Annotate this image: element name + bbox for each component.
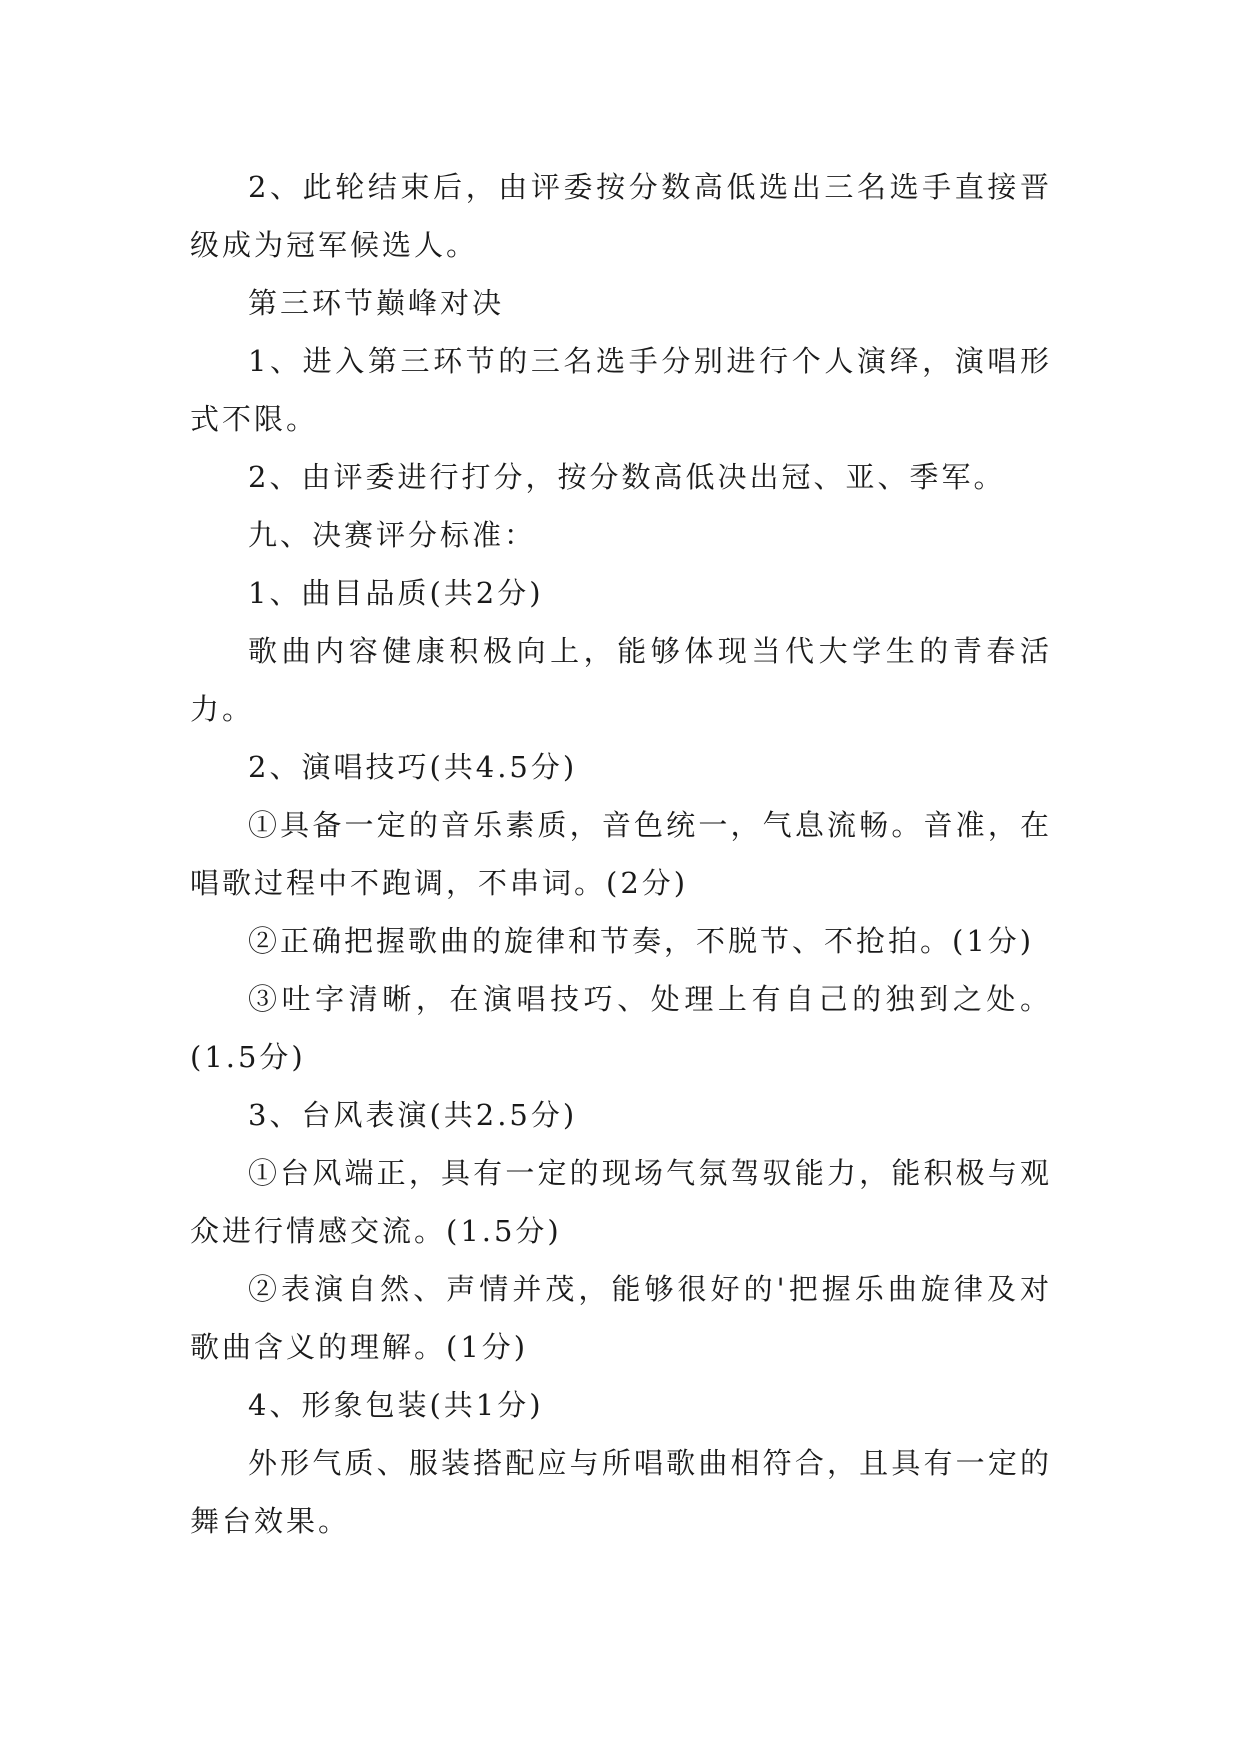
- document-body: [190, 158, 1052, 1550]
- criterion-item: ②正确把握歌曲的旋律和节奏，不脱节、不抢拍。(1分): [248, 924, 1035, 958]
- paragraph: 2、此轮结束后，由评委按分数高低选出三名选手直接晋级成为冠军候选人。: [190, 170, 1052, 262]
- section-heading: 第三环节巅峰对决: [248, 286, 505, 320]
- paragraph: 歌曲内容健康积极向上，能够体现当代大学生的青春活力。: [190, 634, 1052, 726]
- criterion-heading: 3、台风表演(共2.5分): [248, 1098, 578, 1132]
- criterion-heading: 4、形象包装(共1分): [248, 1388, 544, 1422]
- criterion-item: ①台风端正，具有一定的现场气氛驾驭能力，能积极与观众进行情感交流。(1.5分): [190, 1156, 1052, 1248]
- criterion-item: ③吐字清晰，在演唱技巧、处理上有自己的独到之处。(1.5分): [190, 982, 1052, 1074]
- criterion-heading: 2、演唱技巧(共4.5分): [248, 750, 578, 784]
- criterion-item: ②表演自然、声情并茂，能够很好的'把握乐曲旋律及对歌曲含义的理解。(1分): [190, 1272, 1052, 1364]
- criterion-item: ①具备一定的音乐素质，音色统一，气息流畅。音准，在唱歌过程中不跑调，不串词。(2分): [190, 808, 1052, 900]
- section-heading: 九、决赛评分标准：: [248, 518, 537, 552]
- criterion-heading: 1、曲目品质(共2分): [248, 576, 544, 610]
- paragraph: 1、进入第三环节的三名选手分别进行个人演绎，演唱形式不限。: [190, 344, 1052, 436]
- paragraph: 2、由评委进行打分，按分数高低决出冠、亚、季军。: [248, 460, 1006, 494]
- paragraph: 外形气质、服装搭配应与所唱歌曲相符合，且具有一定的舞台效果。: [190, 1446, 1052, 1538]
